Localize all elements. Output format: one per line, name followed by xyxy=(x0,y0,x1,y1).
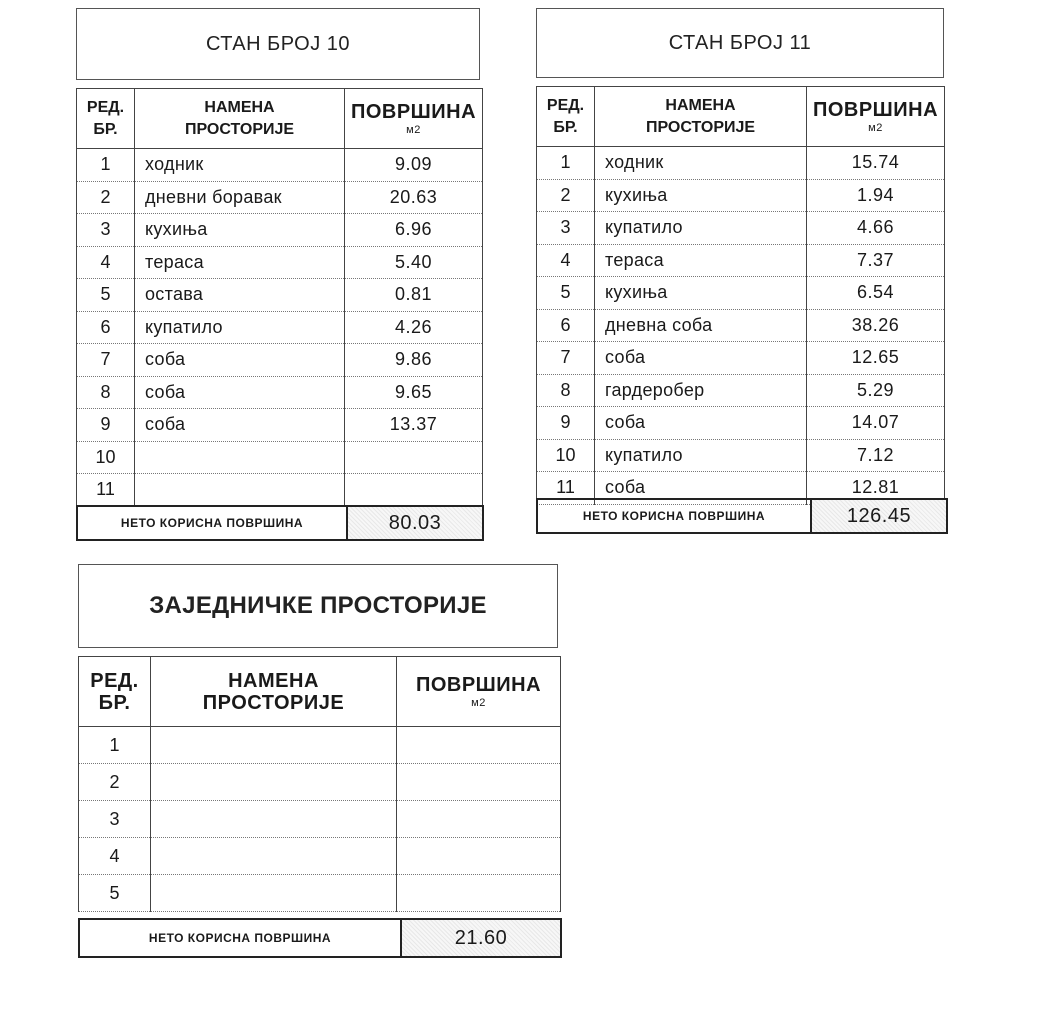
table-row xyxy=(79,801,561,838)
room-name: купатило xyxy=(595,439,807,472)
room-area: 9.09 xyxy=(345,149,483,182)
apartment-10-rows xyxy=(77,149,483,507)
table-row xyxy=(537,147,945,180)
room-name: соба xyxy=(595,407,807,440)
total-label: НЕТО КОРИСНА ПОВРШИНА xyxy=(538,500,812,532)
apartment-10-section xyxy=(76,8,480,538)
common-rooms-table xyxy=(78,656,561,912)
table-row xyxy=(77,409,483,442)
header-room-purpose: НАМЕНА ПРОСТОРИЈЕ xyxy=(151,657,397,727)
room-name xyxy=(151,727,397,764)
room-name: дневна соба xyxy=(595,309,807,342)
row-number: 8 xyxy=(77,376,135,409)
room-name: остава xyxy=(135,279,345,312)
row-number: 3 xyxy=(77,214,135,247)
row-number: 11 xyxy=(77,474,135,507)
apartment-11-total xyxy=(536,498,948,534)
room-area: 5.29 xyxy=(807,374,945,407)
room-name: дневни боравак xyxy=(135,181,345,214)
room-name xyxy=(151,838,397,875)
table-header xyxy=(77,89,483,149)
table-row xyxy=(77,311,483,344)
table-row xyxy=(537,277,945,310)
room-name: соба xyxy=(595,472,807,505)
room-area: 20.63 xyxy=(345,181,483,214)
room-area: 4.66 xyxy=(807,212,945,245)
row-number: 6 xyxy=(537,309,595,342)
table-header xyxy=(537,87,945,147)
row-number: 7 xyxy=(537,342,595,375)
header-row-number: РЕД. БР. xyxy=(79,657,151,727)
row-number: 5 xyxy=(79,875,151,912)
room-name: тераса xyxy=(595,244,807,277)
row-number: 10 xyxy=(77,441,135,474)
room-area: 14.07 xyxy=(807,407,945,440)
header-room-purpose: НАМЕНА ПРОСТОРИЈЕ xyxy=(595,87,807,147)
row-number: 3 xyxy=(79,801,151,838)
room-area xyxy=(397,838,561,875)
room-name: соба xyxy=(595,342,807,375)
row-number: 4 xyxy=(77,246,135,279)
table-row xyxy=(77,246,483,279)
table-row xyxy=(77,181,483,214)
table-row xyxy=(537,342,945,375)
table-row xyxy=(77,474,483,507)
common-rooms-rows xyxy=(79,727,561,912)
total-label: НЕТО КОРИСНА ПОВРШИНА xyxy=(78,507,348,539)
header-area: ПОВРШИНА м2 xyxy=(345,89,483,149)
room-area xyxy=(397,764,561,801)
total-value: 80.03 xyxy=(348,507,482,539)
room-area xyxy=(397,727,561,764)
room-name xyxy=(151,764,397,801)
header-room-purpose: НАМЕНА ПРОСТОРИЈЕ xyxy=(135,89,345,149)
row-number: 1 xyxy=(77,149,135,182)
apartment-11-rows xyxy=(537,147,945,505)
table-row xyxy=(537,244,945,277)
room-name: купатило xyxy=(595,212,807,245)
total-value: 126.45 xyxy=(812,500,946,532)
header-row-number: РЕД. БР. xyxy=(77,89,135,149)
room-area: 7.12 xyxy=(807,439,945,472)
row-number: 9 xyxy=(537,407,595,440)
table-row xyxy=(79,875,561,912)
room-name: соба xyxy=(135,409,345,442)
table-row xyxy=(77,376,483,409)
table-row xyxy=(537,179,945,212)
room-name: кухиња xyxy=(595,179,807,212)
room-area xyxy=(397,875,561,912)
row-number: 10 xyxy=(537,439,595,472)
table-row xyxy=(79,727,561,764)
row-number: 2 xyxy=(77,181,135,214)
room-area: 13.37 xyxy=(345,409,483,442)
table-row xyxy=(537,374,945,407)
room-area: 38.26 xyxy=(807,309,945,342)
row-number: 5 xyxy=(537,277,595,310)
room-name xyxy=(135,441,345,474)
table-row xyxy=(77,441,483,474)
room-area: 1.94 xyxy=(807,179,945,212)
room-name: ходник xyxy=(135,149,345,182)
room-name: гардеробер xyxy=(595,374,807,407)
row-number: 9 xyxy=(77,409,135,442)
header-area: ПОВРШИНА м2 xyxy=(397,657,561,727)
table-row xyxy=(77,279,483,312)
room-area: 0.81 xyxy=(345,279,483,312)
table-header xyxy=(79,657,561,727)
table-row xyxy=(537,407,945,440)
table-row xyxy=(537,309,945,342)
table-row xyxy=(79,764,561,801)
room-area: 12.81 xyxy=(807,472,945,505)
row-number: 4 xyxy=(537,244,595,277)
row-number: 5 xyxy=(77,279,135,312)
table-row xyxy=(537,212,945,245)
row-number: 6 xyxy=(77,311,135,344)
room-area: 4.26 xyxy=(345,311,483,344)
room-area: 6.54 xyxy=(807,277,945,310)
apartment-11-table xyxy=(536,86,945,505)
room-area: 9.86 xyxy=(345,344,483,377)
row-number: 8 xyxy=(537,374,595,407)
row-number: 1 xyxy=(79,727,151,764)
room-name: соба xyxy=(135,344,345,377)
apartment-11-title: СТАН БРОЈ 11 xyxy=(536,8,944,78)
room-name xyxy=(135,474,345,507)
room-area: 9.65 xyxy=(345,376,483,409)
apartment-10-total xyxy=(76,505,484,541)
total-value: 21.60 xyxy=(402,920,560,956)
row-number: 2 xyxy=(537,179,595,212)
row-number: 3 xyxy=(537,212,595,245)
table-row xyxy=(537,439,945,472)
room-area xyxy=(345,441,483,474)
header-row-number: РЕД. БР. xyxy=(537,87,595,147)
room-area xyxy=(397,801,561,838)
header-area: ПОВРШИНА м2 xyxy=(807,87,945,147)
apartment-10-title: СТАН БРОЈ 10 xyxy=(76,8,480,80)
room-name: тераса xyxy=(135,246,345,279)
room-area: 5.40 xyxy=(345,246,483,279)
room-area: 12.65 xyxy=(807,342,945,375)
total-label: НЕТО КОРИСНА ПОВРШИНА xyxy=(80,920,402,956)
table-row xyxy=(79,838,561,875)
table-row xyxy=(77,149,483,182)
table-row xyxy=(77,214,483,247)
room-name: кухиња xyxy=(595,277,807,310)
room-area: 15.74 xyxy=(807,147,945,180)
room-area xyxy=(345,474,483,507)
room-area: 6.96 xyxy=(345,214,483,247)
room-name: кухиња xyxy=(135,214,345,247)
row-number: 1 xyxy=(537,147,595,180)
room-name: ходник xyxy=(595,147,807,180)
common-rooms-section xyxy=(78,564,560,964)
common-rooms-total xyxy=(78,918,562,958)
room-name: купатило xyxy=(135,311,345,344)
table-row xyxy=(77,344,483,377)
row-number: 2 xyxy=(79,764,151,801)
common-rooms-title: ЗАЈЕДНИЧКЕ ПРОСТОРИЈЕ xyxy=(78,564,558,648)
room-name xyxy=(151,875,397,912)
apartment-10-table xyxy=(76,88,483,507)
room-name xyxy=(151,801,397,838)
row-number: 7 xyxy=(77,344,135,377)
room-area: 7.37 xyxy=(807,244,945,277)
room-name: соба xyxy=(135,376,345,409)
row-number: 4 xyxy=(79,838,151,875)
apartment-11-section xyxy=(536,8,946,533)
row-number: 11 xyxy=(537,472,595,505)
